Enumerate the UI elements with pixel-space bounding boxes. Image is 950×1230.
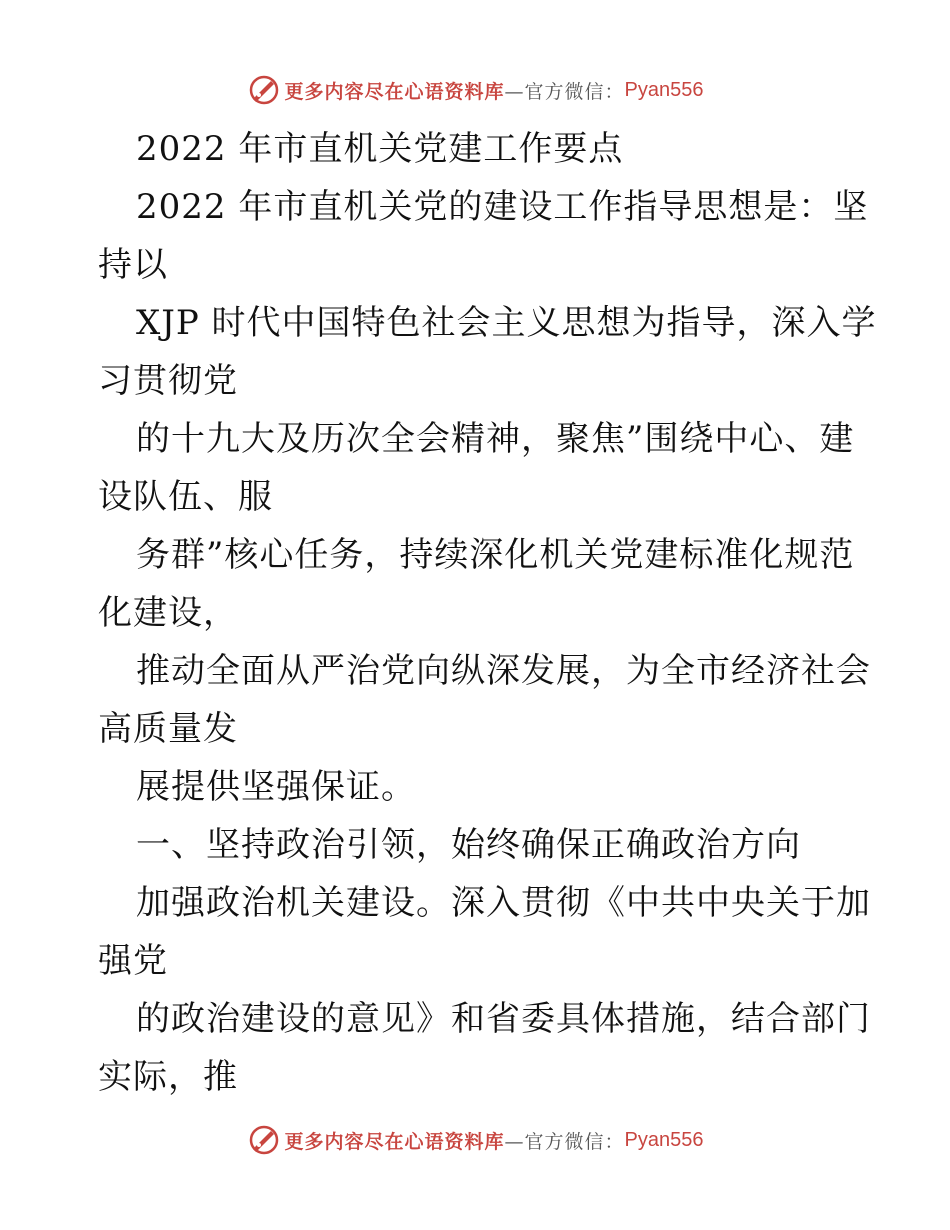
doc-line: 的十九大及历次全会精神，聚焦”围绕中心、建: [136, 419, 855, 459]
doc-line: 强党: [98, 941, 168, 981]
pen-logo-icon: [247, 1123, 281, 1157]
banner-text: 更多内容尽在心语资料库: [284, 1130, 505, 1153]
doc-line: 务群”核心任务，持续深化机关党建标准化规范: [136, 535, 855, 575]
doc-line: 设队伍、服: [98, 477, 273, 517]
doc-line: 高质量发: [98, 709, 238, 749]
doc-line: 实际，推: [98, 1057, 238, 1097]
footer-banner: [0, 1120, 950, 1160]
doc-title: 2022 年市直机关党建工作要点: [136, 129, 624, 169]
section-heading: 一、坚持政治引领，始终确保正确政治方向: [136, 825, 801, 865]
document-body: [98, 120, 877, 1106]
doc-line: 加强政治机关建设。深入贯彻《中共中央关于加: [136, 883, 871, 923]
banner-text: 更多内容尽在心语资料库: [284, 80, 505, 103]
header-banner: [0, 70, 950, 110]
pen-logo-icon: [247, 73, 281, 107]
banner-wechat-id: Pyan556: [624, 1128, 704, 1151]
doc-line: XJP 时代中国特色社会主义思想为指导，深入学: [136, 303, 877, 343]
doc-line: 化建设，: [98, 593, 238, 633]
banner-wechat-id: Pyan556: [624, 78, 704, 101]
doc-line: 持以: [98, 245, 168, 285]
banner-separator: —官方微信：: [504, 1130, 625, 1153]
doc-line: 展提供坚强保证。: [136, 767, 416, 807]
doc-line: 习贯彻党: [98, 361, 238, 401]
doc-line: 推动全面从严治党向纵深发展，为全市经济社会: [136, 651, 871, 691]
doc-line: 2022 年市直机关党的建设工作指导思想是：坚: [136, 187, 869, 227]
banner-separator: —官方微信：: [504, 80, 625, 103]
doc-line: 的政治建设的意见》和省委具体措施，结合部门: [136, 999, 871, 1039]
